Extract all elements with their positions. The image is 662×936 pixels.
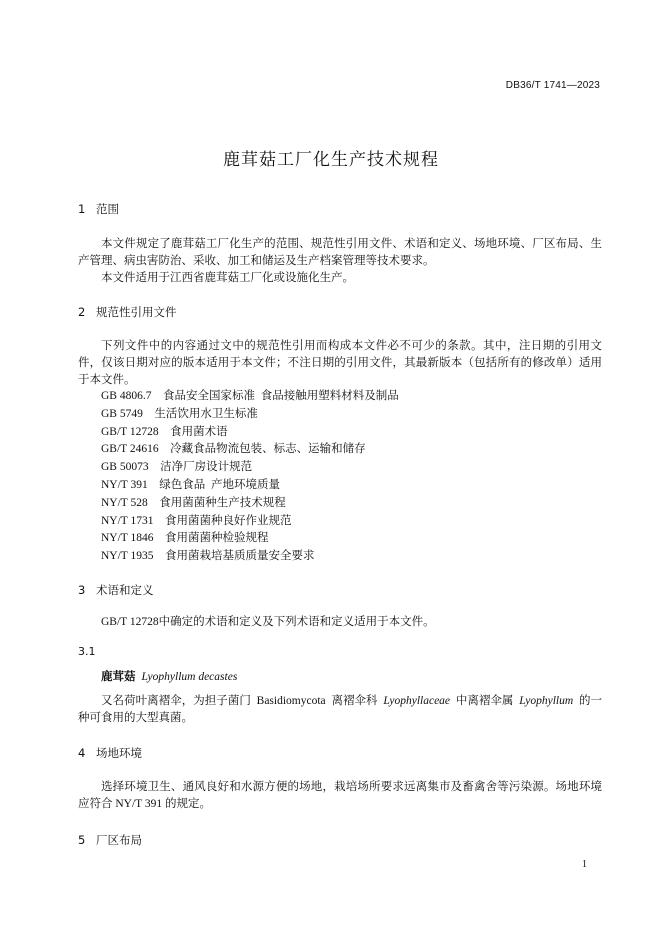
term-latin-name: Lyophyllum decastes — [141, 671, 238, 683]
section-title: 厂区布局 — [96, 833, 142, 847]
page-number: 1 — [582, 859, 587, 870]
reference-item: GB/T 12728 食用菌术语 — [101, 425, 228, 438]
section-title: 术语和定义 — [96, 583, 154, 597]
definition-text: 又名荷叶离褶伞，为担子菌门 Basidiomycota 离褶伞科 Lyophyllaceae 中离褶伞属 Lyophyllum 的一种可食用的大型真菌。 — [78, 695, 602, 724]
term-entry — [101, 668, 237, 684]
section-title: 场地环境 — [96, 746, 142, 760]
term-definition — [78, 693, 602, 727]
reference-item: NY/T 528 食用菌菌种生产技术规程 — [101, 496, 286, 509]
section-number: 1 — [78, 202, 86, 216]
reference-item: NY/T 1731 食用菌菌种良好作业规范 — [101, 514, 292, 527]
section-4-body — [78, 779, 602, 813]
paragraph: GB/T 12728中确定的术语和定义及下列术语和定义适用于本文件。 — [101, 616, 435, 628]
paragraph: 选择环境卫生、通风良好和水源方便的场地，栽培场所要求远离集市及畜禽舍等污染源。场地环境应符合 NY/T 391 的规定。 — [78, 781, 602, 810]
paragraph: 本文件规定了鹿茸菇工厂化生产的范围、规范性引用文件、术语和定义、场地环境、厂区布局、生产管理、病虫害防治、采收、加工和储运及生产档案管理等技术要求。 — [78, 238, 602, 267]
reference-list — [101, 388, 399, 566]
reference-item: GB 4806.7 食品安全国家标准 食品接触用塑料材料及制品 — [101, 390, 399, 402]
document-title: 鹿茸菇工厂化生产技术规程 — [223, 150, 439, 170]
section-heading-3 — [78, 582, 154, 598]
section-heading-4 — [78, 745, 142, 761]
section-heading-1 — [78, 201, 119, 217]
section-2-body — [78, 338, 602, 389]
reference-item: NY/T 1935 食用菌栽培基质质量安全要求 — [101, 550, 315, 563]
section-number: 2 — [78, 305, 86, 319]
subsection-number: 3.1 — [78, 645, 96, 658]
section-title: 范围 — [96, 202, 119, 216]
section-heading-5 — [78, 832, 142, 848]
section-number: 5 — [78, 833, 86, 847]
section-title: 规范性引用文件 — [96, 305, 177, 319]
section-3-body — [78, 614, 602, 631]
reference-item: GB/T 24616 冷藏食品物流包装、标志、运输和储存 — [101, 443, 366, 456]
reference-item: NY/T 1846 食用菌菌种检验规程 — [101, 532, 269, 545]
reference-item: GB 5749 生活饮用水卫生标准 — [101, 407, 258, 420]
paragraph: 本文件适用于江西省鹿茸菇工厂化或设施化生产。 — [101, 272, 354, 284]
document-code: DB36/T 1741—2023 — [505, 80, 600, 91]
section-number: 3 — [78, 583, 86, 597]
section-number: 4 — [78, 746, 86, 760]
section-heading-2 — [78, 304, 177, 320]
reference-item: GB 50073 洁净厂房设计规范 — [101, 461, 253, 474]
reference-item: NY/T 391 绿色食品 产地环境质量 — [101, 478, 280, 491]
term-name: 鹿茸菇 — [101, 669, 136, 683]
section-1-body — [78, 236, 602, 287]
paragraph: 下列文件中的内容通过文中的规范性引用而构成本文件必不可少的条款。其中，注日期的引用文件，仅该日期对应的版本适用于本文件；不注日期的引用文件，其最新版本（包括所有的修改单）适用于本文件。 — [78, 340, 602, 386]
